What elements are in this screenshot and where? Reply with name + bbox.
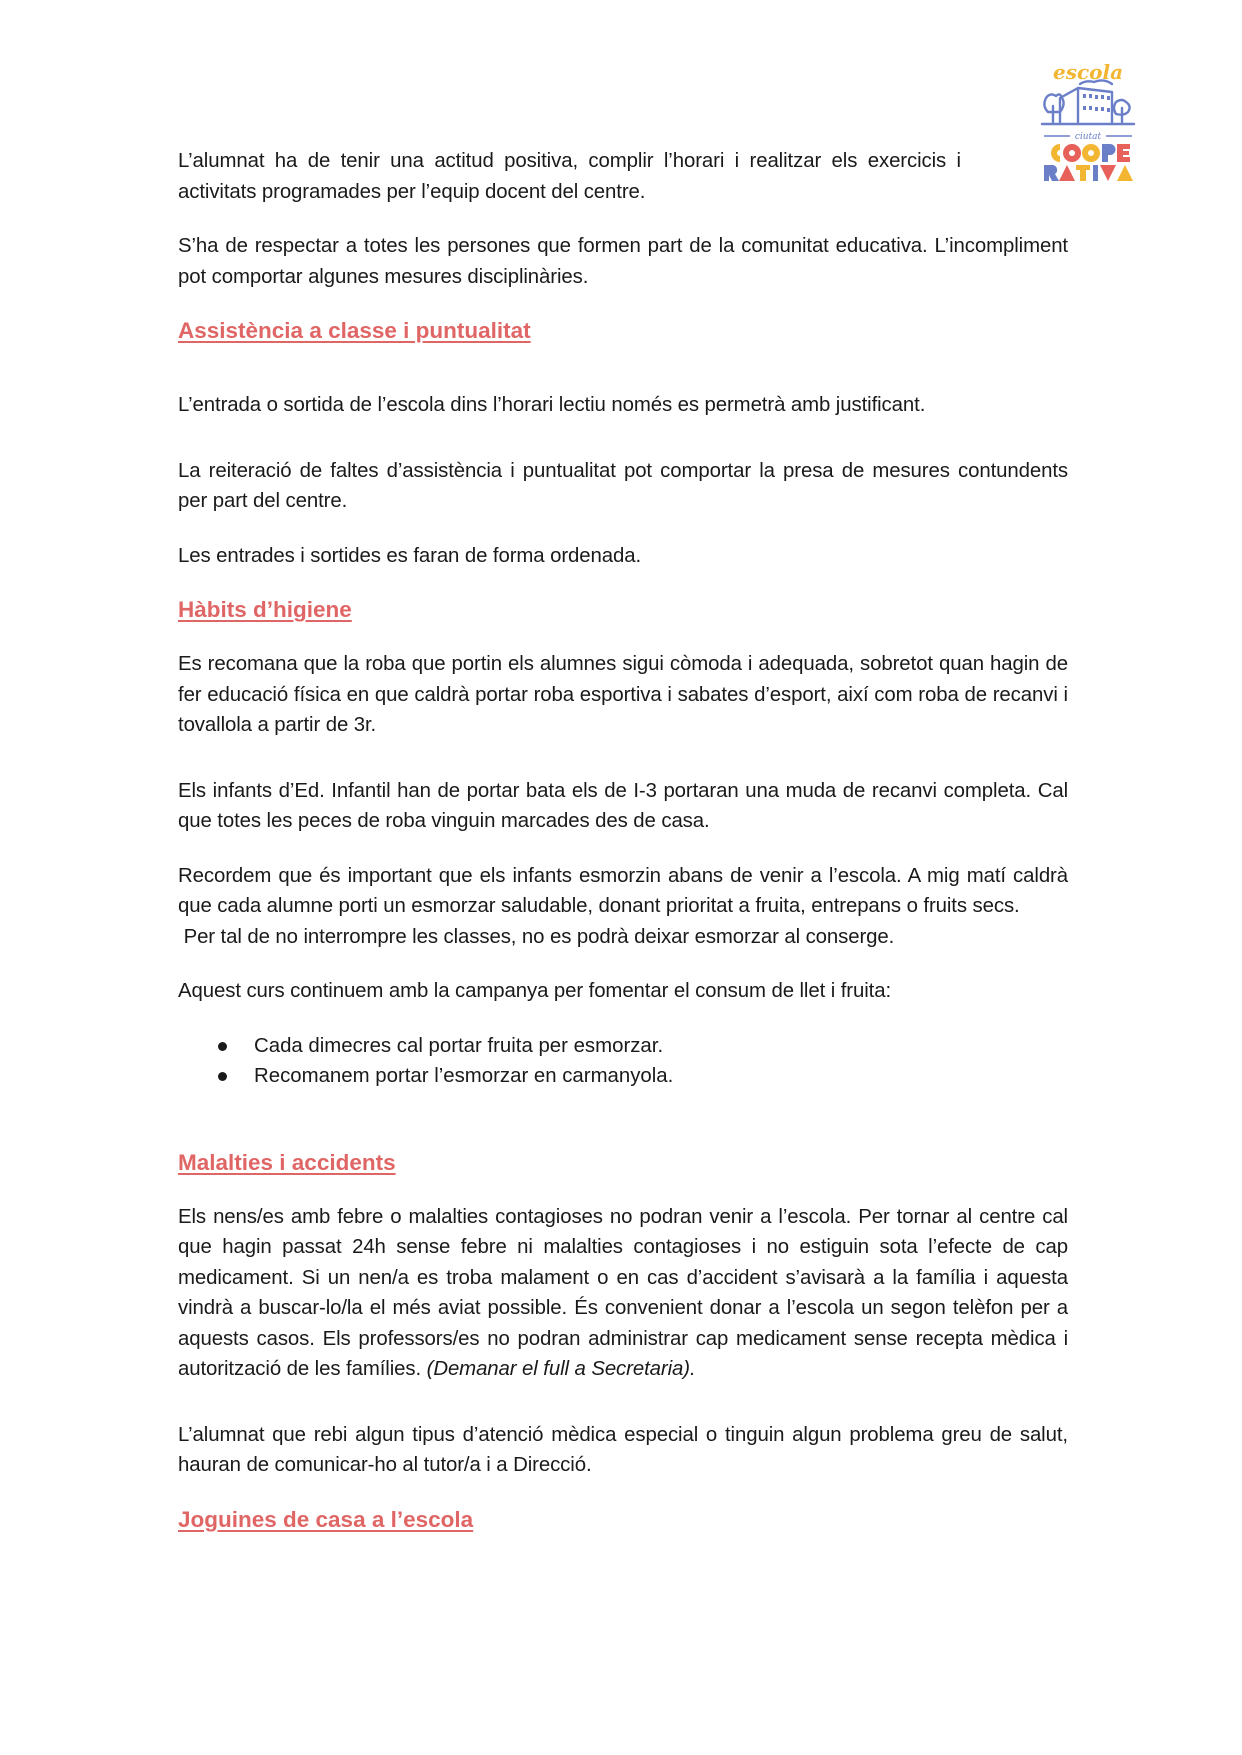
list-item: [178, 1031, 1068, 1062]
malalties-paragraph-1-text: Els nens/es amb febre o malalties contagioses no podran venir a l’escola. Per tornar al centre cal que hagin passat 24h sense febre ni malalties contagioses i no estiguin sota l’efecte de cap medicament. Si un nen/a es troba malament o en cas d’accident s’avisarà a la família i aquesta vindrà a buscar-lo/la el més aviat possible. És convenient donar a l’escola un segon telèfon per a aquests casos. Els professors/es no podran administrar cap medicament sense recepta mèdica i autorització de les famílies.: [178, 1205, 1068, 1380]
section-heading-joguines: Joguines de casa a l’escola: [178, 1506, 474, 1532]
higiene-paragraph-5: Aquest curs continuem amb la campanya per fomentar el consum de llet i fruita:: [178, 980, 892, 1002]
intro-paragraph-1: L’alumnat ha de tenir una actitud positiva, complir l’horari i realitzar els exercicis i activitats programades per l’equip docent del centre.: [178, 150, 961, 203]
section-heading-habits-higiene: Hàbits d’higiene: [178, 597, 352, 622]
assistencia-paragraph-2: La reiteració de faltes d’assistència i puntualitat pot comportar la presa de mesures contundents per part del centre.: [178, 459, 1068, 512]
logo-wordmark-ciutat: ciutat: [1074, 132, 1102, 142]
document-body: [178, 146, 1068, 1535]
intro-paragraph-2: S’ha de respectar a totes les persones que formen part de la comunitat educativa. L’incompliment pot comportar algunes mesures disciplinàries.: [178, 235, 1068, 288]
assistencia-paragraph-1: L’entrada o sortida de l’escola dins l’horari lectiu només es permetrà amb justificant.: [178, 394, 926, 416]
logo-wordmark-escola: escola: [1052, 62, 1124, 84]
fruit-campaign-list: [178, 1031, 1068, 1092]
section-heading-assistencia: Assistència a classe i puntualitat: [178, 318, 531, 343]
section-heading-malalties: Malalties i accidents: [178, 1149, 396, 1175]
secretaria-note: (Demanar el full a Secretaria).: [426, 1358, 696, 1380]
list-item-text: Cada dimecres cal portar fruita per esmorzar.: [254, 1034, 664, 1057]
assistencia-paragraph-3: Les entrades i sortides es faran de forma ordenada.: [178, 544, 642, 567]
higiene-paragraph-1: Es recomana que la roba que portin els alumnes sigui còmoda i adequada, sobretot quan hagin de fer educació física en que caldrà portar roba esportiva i sabates d’esport, així com roba de recanvi i tovallola a partir de 3r.: [178, 653, 1068, 736]
higiene-paragraph-4: Per tal de no interrompre les classes, no es podrà deixar esmorzar al conserge.: [178, 925, 895, 948]
malalties-paragraph-2: L’alumnat que rebi algun tipus d’atenció mèdica especial o tinguin algun problema greu de salut, hauran de comunicar-ho al tutor/a i a Direcció.: [178, 1423, 1068, 1476]
malalties-paragraph-1: [178, 1202, 1068, 1385]
bullet-icon: [218, 1042, 227, 1051]
building-icon: [1042, 80, 1134, 124]
higiene-paragraph-3: Recordem que és important que els infants esmorzin abans de venir a l’escola. A mig matí caldrà que cada alumne porti un esmorzar saludable, donant prioritat a fruita, entrepans o fruits secs.: [178, 864, 1068, 917]
higiene-paragraph-2: Els infants d’Ed. Infantil han de portar bata els de I-3 portaran una muda de recanvi completa. Cal que totes les peces de roba vinguin marcades des de casa.: [178, 779, 1068, 832]
list-item: [178, 1061, 1068, 1092]
list-item-text: Recomanem portar l’esmorzar en carmanyola.: [254, 1065, 674, 1087]
bullet-icon: [218, 1072, 227, 1081]
